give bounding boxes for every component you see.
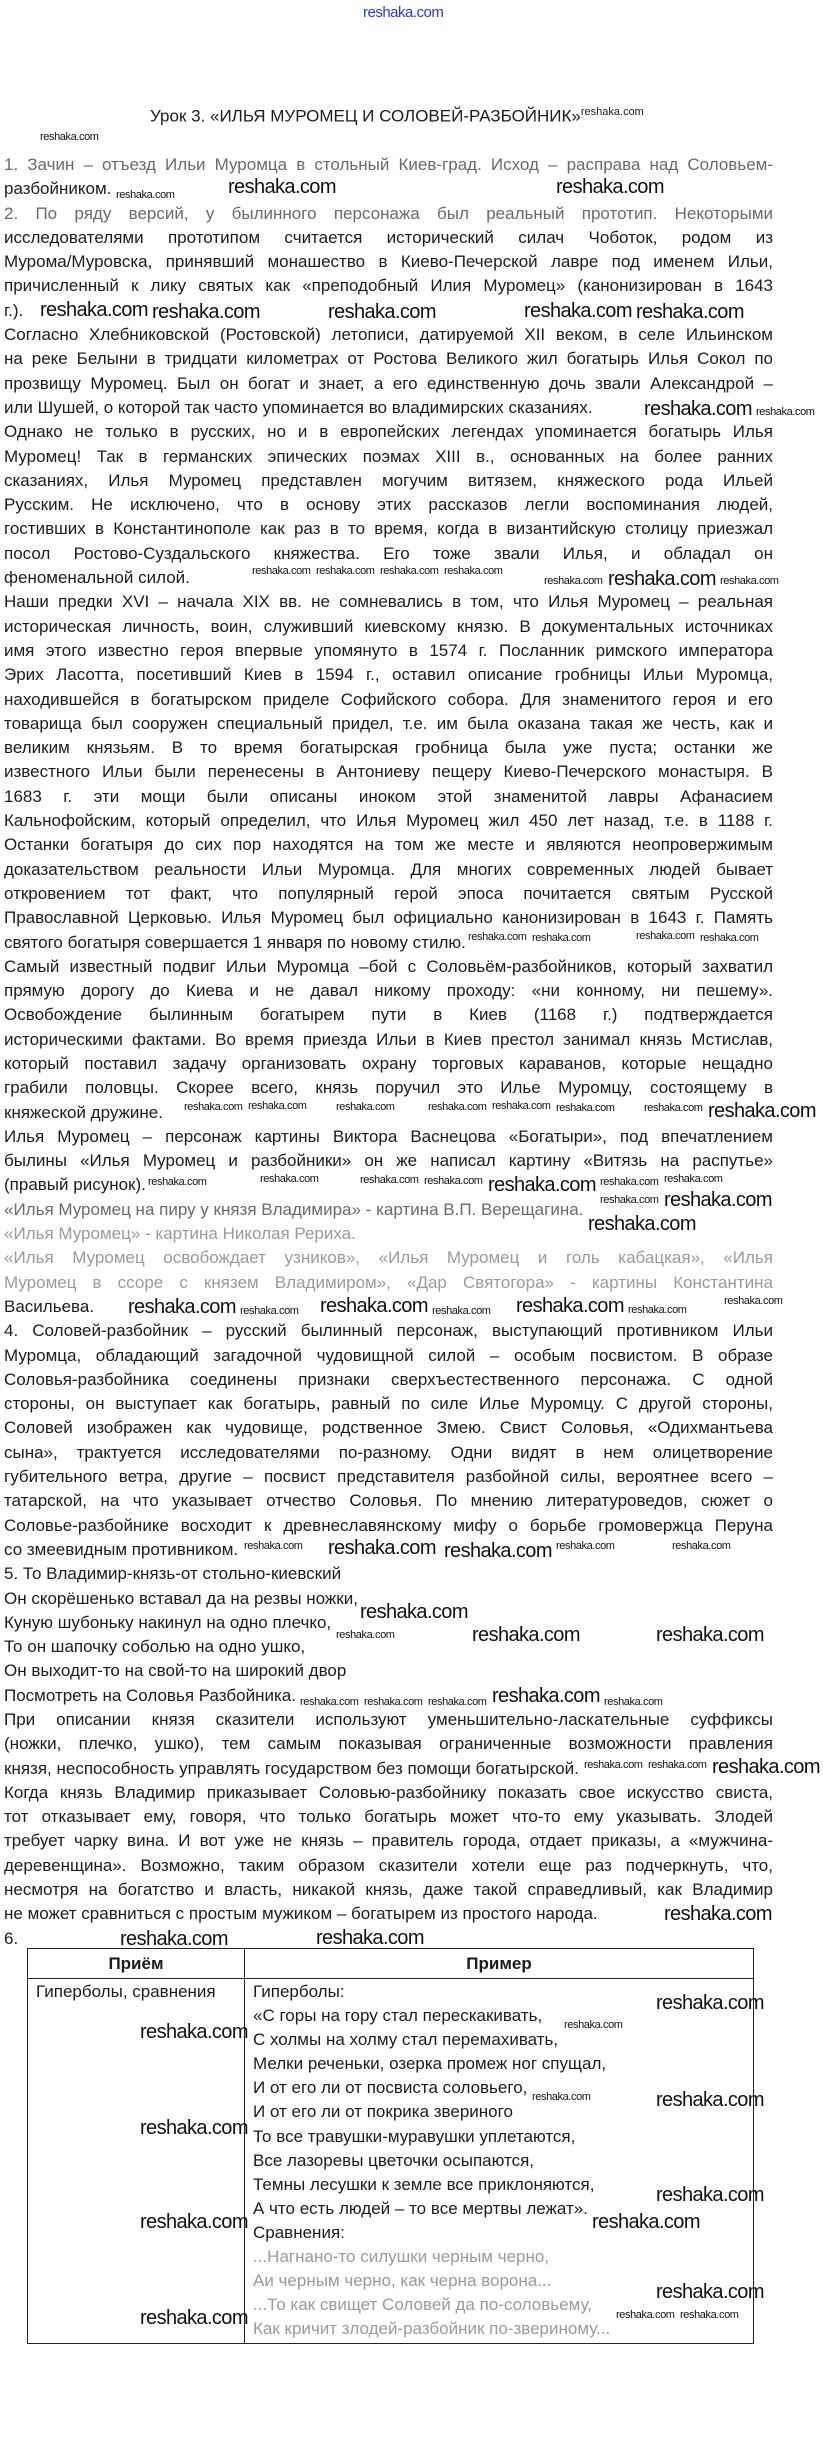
example-line: Мелки реченьки, озерка промеж ног спущал, bbox=[253, 2054, 607, 2074]
text-line: При описании князя сказители используют уменьшительно-ласкательные суффиксы bbox=[4, 1710, 773, 1729]
text-line: феноменальной силой. bbox=[4, 568, 190, 588]
example-line: Как кричит злодей-разбойник по-звериному... bbox=[253, 2319, 611, 2339]
watermark: reshaka.com bbox=[600, 1194, 659, 1206]
text-line: со змеевидным противником. bbox=[4, 1539, 239, 1559]
watermark: reshaka.com bbox=[140, 2211, 248, 2233]
example-line: И от его ли от посвиста соловьего, bbox=[253, 2078, 528, 2098]
watermark: reshaka.com bbox=[700, 932, 759, 944]
text-line: который поставил задачу организовать охрану торговых караванов, которые нещадно bbox=[4, 1053, 773, 1073]
text-line: Соловья-разбойника соединены признаки сверхъестественного персонажа. С одной bbox=[4, 1369, 773, 1389]
text-line: 5. То Владимир-князь-от стольно-киевский bbox=[4, 1564, 342, 1584]
watermark: reshaka.com bbox=[140, 2307, 248, 2329]
watermark: reshaka.com bbox=[720, 575, 779, 587]
watermark: reshaka.com bbox=[556, 1102, 615, 1114]
watermark: reshaka.com bbox=[140, 2117, 248, 2139]
watermark: reshaka.com bbox=[656, 2089, 764, 2111]
example-line: Сравнения: bbox=[253, 2222, 345, 2242]
column-header-example: Пример bbox=[245, 1949, 754, 1979]
text-line: губительного ветра, другие – посвист представителя разбойной силы, вероятнее всего – bbox=[4, 1467, 773, 1487]
text-line: прозвищу Муромец. Был он богат и знает, а его единственную дочь звали Александрой – bbox=[4, 373, 773, 393]
text-line: То он шапочку соболью на одно ушко, bbox=[4, 1637, 306, 1657]
text-line: Соловье-разбойнике восходит к древнеславянскому мифу о борьбе громовержца Перуна bbox=[4, 1515, 773, 1535]
watermark: reshaka.com bbox=[252, 565, 311, 577]
header-watermark: reshaka.com bbox=[363, 4, 444, 21]
text-line: «Илья Муромец на пиру у князя Владимира» - картина В.П. Верещагина. bbox=[4, 1199, 584, 1219]
text-line: г.). bbox=[4, 300, 24, 320]
watermark: reshaka.com bbox=[492, 1685, 600, 1707]
text-line: на реке Белыни в тридцати километрах от Ростова Великого жил богатырь Илья Сокол по bbox=[4, 349, 773, 369]
text-line: имя этого известно героя впервые упомянуто в 1574 г. Посланник римского императора bbox=[4, 640, 773, 660]
watermark: reshaka.com bbox=[580, 106, 644, 118]
watermark: reshaka.com bbox=[360, 1174, 419, 1186]
document-body bbox=[4, 153, 773, 1951]
watermark: reshaka.com bbox=[320, 1295, 428, 1317]
watermark: reshaka.com bbox=[444, 1540, 552, 1562]
text-line: грабили половцы. Скорее всего, князь поручил это Илье Муромцу, состоящему в bbox=[4, 1078, 773, 1098]
text-line: Согласно Хлебниковской (Ростовской) летописи, датируемой XII веком, в селе Ильинском bbox=[4, 325, 773, 345]
text-line: Русским. Не исключено, что в основу этих рассказов легли воспоминания людей, bbox=[4, 495, 773, 515]
text-line: Мурома/Муровска, принявший монашество в Киево-Печерской лавре под именем Ильи, bbox=[4, 252, 773, 272]
text-line: прямую дорогу до Киева и не давал никому проходу: «ни конному, ни пешему». bbox=[4, 981, 773, 1001]
text-line: князя, неспособность управлять государством без помощи богатырской. bbox=[4, 1758, 579, 1778]
text-line: Когда князь Владимир приказывает Соловью-разбойнику показать свое искусство свиста, bbox=[4, 1782, 773, 1802]
example-line: Темны лесушки к земле все приклоняются, bbox=[253, 2174, 595, 2194]
text-line: откровением тот факт, что популярный герой эпоса почитается святым Русской bbox=[4, 883, 773, 903]
watermark: reshaka.com bbox=[328, 1537, 436, 1559]
watermark: reshaka.com bbox=[564, 2019, 623, 2031]
text-line: товарища был сооружен специальный придел, т.е. им была оказана такая же честь, как и bbox=[4, 713, 773, 733]
text-line: Куную шубоньку накинул на одно плечко, bbox=[4, 1612, 332, 1632]
watermark: reshaka.com bbox=[364, 1696, 423, 1708]
text-line: «Илья Муромец освобождает узников», «Илья Муромец и голь кабацкая», «Илья bbox=[4, 1248, 773, 1268]
watermark: reshaka.com bbox=[240, 1305, 299, 1317]
text-line: не может сравниться с простым мужиком – богатырем из простого народа. bbox=[4, 1904, 598, 1924]
example-line: ...Нагнано-то силушки черным черно, bbox=[253, 2247, 550, 2267]
watermark: reshaka.com bbox=[608, 568, 716, 590]
example-line: А что есть людей – то все мертвы лежат». bbox=[253, 2198, 588, 2218]
text-line: (правый рисунок). bbox=[4, 1175, 146, 1195]
watermark: reshaka.com bbox=[588, 1213, 696, 1235]
watermark: reshaka.com bbox=[360, 1601, 468, 1623]
watermark: reshaka.com bbox=[712, 1756, 820, 1778]
watermark: reshaka.com bbox=[248, 1100, 307, 1112]
text-line: находившейся в богатырском приделе Софийского собора. Для знаменитого героя и его bbox=[4, 689, 773, 709]
text-line: гостивших в Константинополе как раз в то время, когда в византийскую столицу приезжал bbox=[4, 519, 773, 539]
watermark: reshaka.com bbox=[428, 1101, 487, 1113]
watermark: reshaka.com bbox=[664, 1189, 772, 1211]
watermark: reshaka.com bbox=[664, 1903, 772, 1925]
text-line: былины «Илья Муромец и разбойники» он же написал картину «Витязь на распутье» bbox=[4, 1151, 773, 1171]
watermark: reshaka.com bbox=[488, 1174, 596, 1196]
text-line: сына», трактуется исследователями по-разному. Одни видят в нем олицетворение bbox=[4, 1442, 773, 1462]
text-line: Освобождение былинным богатырем пути в Киев (1168 г.) подтверждается bbox=[4, 1005, 773, 1025]
watermark: reshaka.com bbox=[616, 2309, 675, 2321]
text-line: Муромец! Так в германских эпических поэмах XIII в., основанных на более ранних bbox=[4, 446, 773, 466]
text-line: Он выходит-то на свой-то на широкий двор bbox=[4, 1661, 347, 1681]
watermark: reshaka.com bbox=[432, 1305, 491, 1317]
text-line: Эрих Ласотта, посетивший Киев в 1594 г., оставил описание гробницы Ильи Муромца, bbox=[4, 665, 773, 685]
watermark: reshaka.com bbox=[316, 1927, 424, 1949]
watermark: reshaka.com bbox=[244, 1540, 303, 1552]
text-line: великим князьям. В то время богатырская гробница была уже пуста; останки же bbox=[4, 738, 773, 758]
watermark: reshaka.com bbox=[152, 301, 260, 323]
watermark: reshaka.com bbox=[604, 1696, 663, 1708]
watermark: reshaka.com bbox=[656, 1624, 764, 1646]
watermark: reshaka.com bbox=[516, 1295, 624, 1317]
watermark: reshaka.com bbox=[148, 1176, 207, 1188]
watermark: reshaka.com bbox=[644, 398, 752, 420]
text-line: (ножки, плечко, ушко), тем самым показывая ограниченные возможности правления bbox=[4, 1734, 773, 1754]
watermark: reshaka.com bbox=[328, 301, 436, 323]
watermark: reshaka.com bbox=[724, 1295, 783, 1307]
text-line: Посмотреть на Соловья Разбойника. bbox=[4, 1685, 296, 1705]
text-line: известного Ильи были перенесены в Антониеву пещеру Киево-Печерского монастыря. В bbox=[4, 762, 773, 782]
text-line: 1683 г. эти мощи были описаны иноком этой знаменитой лавры Афанасием bbox=[4, 786, 773, 806]
text-line: доказательством реальности Ильи Муромца. Для многих современных людей бывает bbox=[4, 859, 773, 879]
watermark: reshaka.com bbox=[428, 1696, 487, 1708]
watermark: reshaka.com bbox=[228, 176, 336, 198]
example-line: Аи черным черно, как черна ворона... bbox=[253, 2271, 552, 2291]
table-row bbox=[28, 1979, 754, 2344]
text-line: требует чарку вина. И вот уже не князь – правитель города, отдает приказы, а «мужчина- bbox=[4, 1831, 773, 1851]
text-line: исследователями прототипом считается исторический силач Чоботок, родом из bbox=[4, 227, 773, 247]
example-line: Все лазоревы цветочки осыпаются, bbox=[253, 2150, 535, 2170]
text-line: Кальнофойским, который определил, что Илья Муромец жил 450 лет назад, т.е. в 1188 г. bbox=[4, 811, 773, 831]
example-line: То все травушки-муравушки уплетаются, bbox=[253, 2126, 576, 2146]
text-line: деревенщина». Возможно, таким образом сказители хотели еще раз подчеркнуть, что, bbox=[4, 1855, 773, 1875]
watermark: reshaka.com bbox=[424, 1175, 483, 1187]
watermark: reshaka.com bbox=[656, 2281, 764, 2303]
text-line: 4. Соловей-разбойник – русский былинный персонаж, выступающий противником Ильи bbox=[4, 1321, 773, 1341]
watermark: reshaka.com bbox=[472, 1624, 580, 1646]
watermark: reshaka.com bbox=[40, 299, 148, 321]
text-line: 6. bbox=[4, 1928, 19, 1948]
watermark: reshaka.com bbox=[444, 565, 503, 577]
example-line: ...То как свищет Соловей да по-соловьему, bbox=[253, 2295, 592, 2315]
watermark: reshaka.com bbox=[592, 2211, 700, 2233]
watermark: reshaka.com bbox=[648, 1759, 707, 1771]
watermark: reshaka.com bbox=[260, 1173, 319, 1185]
watermark: reshaka.com bbox=[380, 565, 439, 577]
text-line: Васильева. bbox=[4, 1296, 95, 1316]
watermark: reshaka.com bbox=[316, 565, 375, 577]
watermark: reshaka.com bbox=[672, 1540, 731, 1552]
text-line: историческими фактами. Во время приезда Ильи в Киев престол занимал князь Мстислав, bbox=[4, 1029, 773, 1049]
watermark: reshaka.com bbox=[628, 1304, 687, 1316]
watermark: reshaka.com bbox=[184, 1101, 243, 1113]
watermark: reshaka.com bbox=[544, 575, 603, 587]
watermark: reshaka.com bbox=[680, 2309, 739, 2321]
text-line: Муромец в ссоре с князем Владимиром», «Дар Святогора» - картины Константина bbox=[4, 1272, 773, 1292]
text-line: посол Ростово-Суздальского княжества. Его тоже звали Илья, и обладал он bbox=[4, 543, 773, 563]
text-line: святого богатыря совершается 1 января по новому стилю. bbox=[4, 932, 466, 952]
watermark: reshaka.com bbox=[492, 1100, 551, 1112]
watermark: reshaka.com bbox=[756, 406, 815, 418]
text-line: Наши предки XVI – начала XIX вв. не сомневались в том, что Илья Муромец – реальная bbox=[4, 592, 773, 612]
example-line: С холмы на холму стал перемахивать, bbox=[253, 2030, 559, 2050]
text-line: разбойником. bbox=[4, 179, 112, 199]
page-title bbox=[150, 106, 644, 127]
text-line: тот отказывает ему, говоря, что только богатырь может что-то ему указывать. Злодей bbox=[4, 1807, 773, 1827]
watermark: reshaka.com bbox=[524, 300, 632, 322]
example-line: «С горы на гору стал перескакивать, bbox=[253, 2006, 543, 2026]
watermark: reshaka.com bbox=[664, 1173, 723, 1185]
text-line: Муромца, обладающий загадочной чудовищной силой – особым посвистом. В образе bbox=[4, 1345, 773, 1365]
text-line: Православной Церковью. Илья Муромец был официально канонизирован в 1643 г. Память bbox=[4, 908, 773, 928]
text-line: 1. Зачин – отъезд Ильи Муромца в стольный Киев-град. Исход – расправа над Соловьем- bbox=[4, 155, 773, 174]
watermark: reshaka.com bbox=[120, 1928, 228, 1950]
watermark: reshaka.com bbox=[584, 1759, 643, 1771]
text-line: несмотря на богатство и власть, никакой князь, даже такой справедливый, как Владимир bbox=[4, 1880, 773, 1900]
text-line: Однако не только в русских, но и в европейских легендах упоминается богатырь Илья bbox=[4, 422, 773, 442]
table-header-row bbox=[28, 1949, 754, 1979]
watermark: reshaka.com bbox=[532, 932, 591, 944]
watermark: reshaka.com bbox=[708, 1100, 816, 1122]
page-title-text: Урок 3. «ИЛЬЯ МУРОМЕЦ И СОЛОВЕЙ-РАЗБОЙНИК» bbox=[150, 106, 581, 126]
example-line: Гиперболы: bbox=[253, 1982, 345, 2001]
text-line: историческая личность, воин, служивший киевскому князю. В документальных источниках bbox=[4, 616, 773, 636]
text-line: татарской, на что указывает отчество Соловья. По мнению литературоведов, сюжет о bbox=[4, 1491, 773, 1511]
text-line: Илья Муромец – персонаж картины Виктора Васнецова «Богатыри», под впечатлением bbox=[4, 1126, 773, 1146]
text-line: причисленный к лику святых как «преподобный Илия Муромец» (канонизирован в 1643 bbox=[4, 276, 773, 296]
watermark: reshaka.com bbox=[336, 1629, 395, 1641]
watermark: reshaka.com bbox=[556, 1540, 615, 1552]
watermark: reshaka.com bbox=[40, 131, 99, 143]
watermark: reshaka.com bbox=[468, 931, 527, 943]
example-line: И от его ли от покрика звериного bbox=[253, 2102, 513, 2122]
text-line: Он скорёшенько вставал да на резвы ножки, bbox=[4, 1588, 358, 1608]
text-line: Самый известный подвиг Ильи Муромца –бой с Соловьём-разбойников, который захватил bbox=[4, 956, 773, 976]
text-line: сказаниях, Илья Муромец представлен могучим витязем, княжеского рода Ильей bbox=[4, 470, 773, 490]
watermark: reshaka.com bbox=[116, 189, 175, 201]
watermark: reshaka.com bbox=[556, 176, 664, 198]
watermark: reshaka.com bbox=[656, 2184, 764, 2206]
text-line: «Илья Муромец» - картина Николая Рериха. bbox=[4, 1224, 356, 1244]
text-line: 2. По ряду версий, у былинного персонажа был реальный прототип. Некоторыми bbox=[4, 203, 773, 223]
watermark: reshaka.com bbox=[140, 2021, 248, 2043]
text-line: стороны, он выступает как богатырь, равный по силе Илье Муромцу. С другой стороны, bbox=[4, 1394, 773, 1414]
watermark: reshaka.com bbox=[300, 1696, 359, 1708]
techniques-table bbox=[27, 1948, 754, 2344]
watermark: reshaka.com bbox=[128, 1296, 236, 1318]
watermark: reshaka.com bbox=[636, 930, 695, 942]
text-line: Останки богатыря до сих пор находятся на том же месте и являются неопровержимым bbox=[4, 835, 773, 855]
text-line: Соловей изображен как чудовище, родственное Змею. Свист Соловья, «Одихмантьева bbox=[4, 1418, 773, 1438]
column-header-technique: Приём bbox=[28, 1949, 245, 1979]
watermark: reshaka.com bbox=[644, 1102, 703, 1114]
watermark: reshaka.com bbox=[636, 301, 744, 323]
text-line: княжеской дружине. bbox=[4, 1102, 163, 1122]
watermark: reshaka.com bbox=[656, 1992, 764, 2014]
watermark: reshaka.com bbox=[600, 1176, 659, 1188]
text-line: или Шушей, о которой так часто упоминается во владимирских сказаниях. bbox=[4, 397, 593, 417]
watermark: reshaka.com bbox=[532, 2091, 591, 2103]
technique-cell: Гиперболы, сравнения bbox=[28, 1979, 245, 2344]
watermark: reshaka.com bbox=[336, 1101, 395, 1113]
